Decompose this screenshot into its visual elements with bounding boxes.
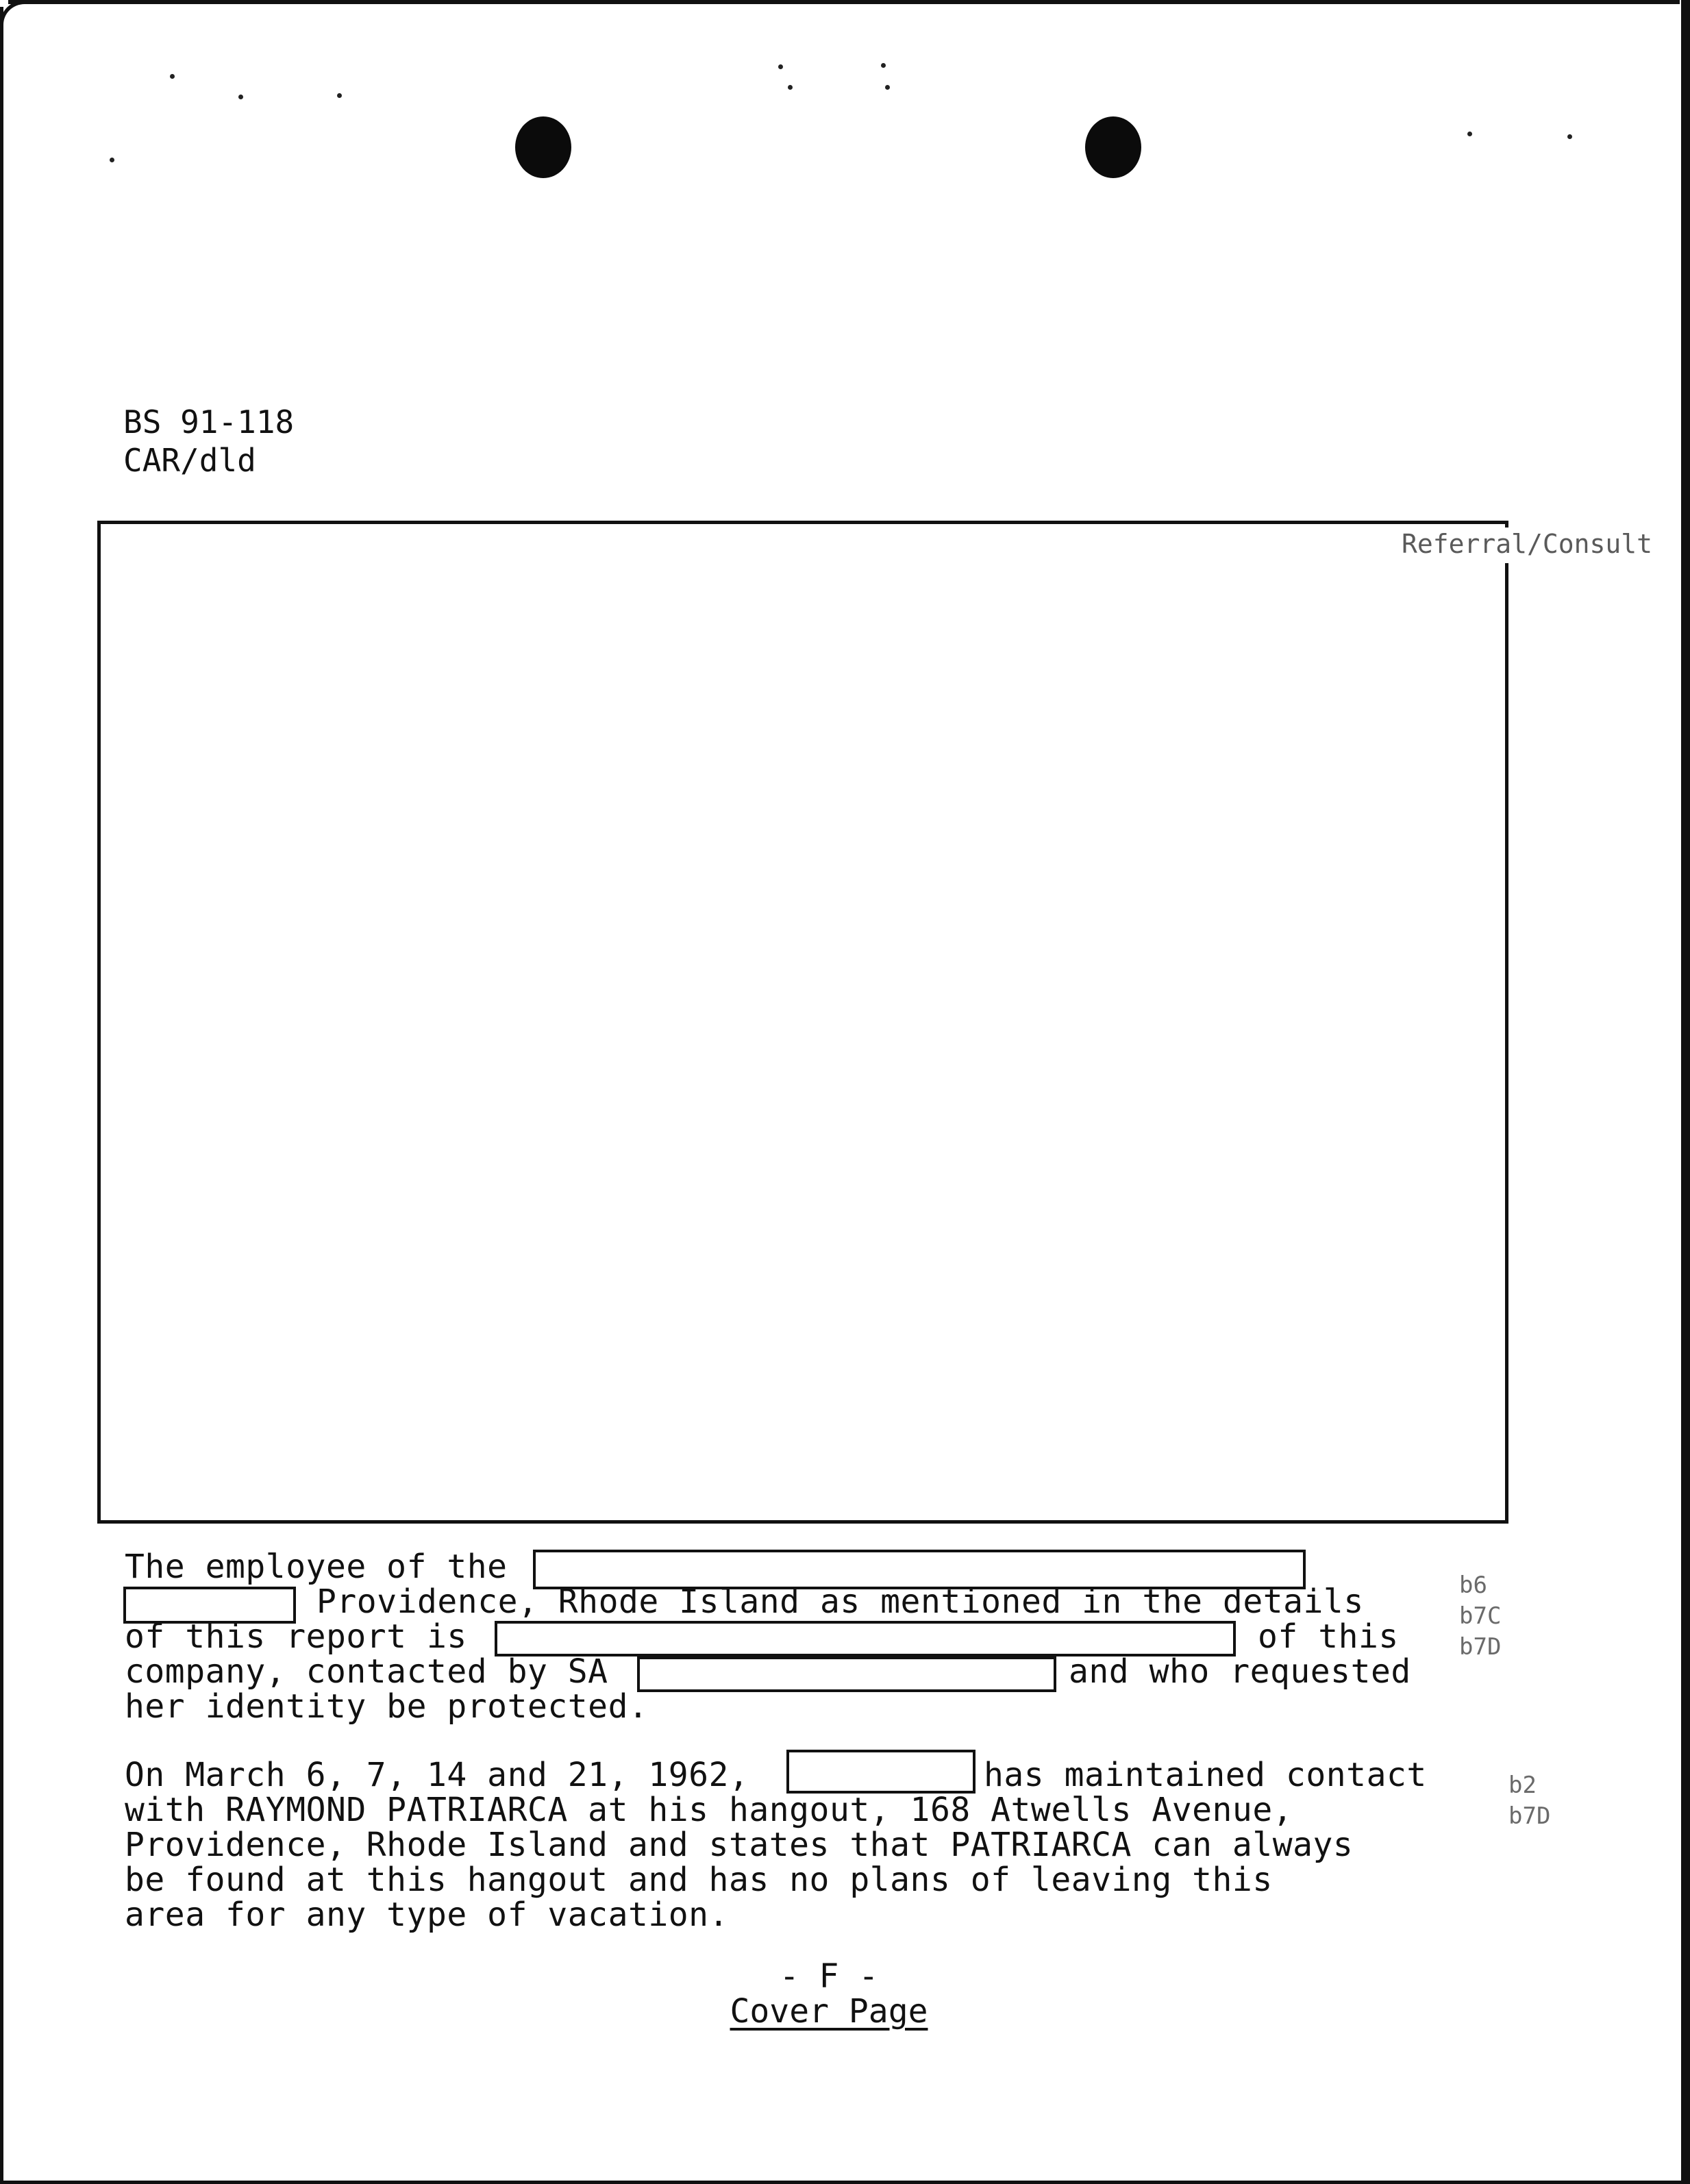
- punch-hole-right: [1085, 116, 1141, 178]
- paragraph-employee-line3: of this report is: [125, 1617, 467, 1656]
- scan-speck: [778, 64, 783, 69]
- page-letter: - F -: [779, 1957, 879, 1996]
- paragraph-contact-line5: area for any type of vacation.: [125, 1896, 729, 1934]
- redaction-block: [97, 521, 1508, 1524]
- file-reference: [123, 403, 294, 480]
- paragraph-employee-line4-end: and who requested: [1069, 1652, 1411, 1691]
- paragraph-employee-line4: company, contacted by SA: [125, 1652, 608, 1691]
- page-border-top: [8, 0, 1680, 4]
- paragraph-contact-line1-end: has maintained contact: [984, 1756, 1427, 1794]
- cover-page-label: Cover Page: [730, 1992, 928, 2031]
- scan-speck: [1467, 132, 1472, 136]
- page-border-bottom: [0, 2181, 1690, 2184]
- page-corner: [0, 0, 27, 27]
- paragraph-contact-line2: with RAYMOND PATRIARCA at his hangout, 168 Atwells Avenue,: [125, 1791, 1293, 1829]
- paragraph-employee-line1: The employee of the: [125, 1548, 508, 1586]
- redaction-source-name: [786, 1750, 976, 1794]
- paragraph-contact-line4: be found at this hangout and has no plans of leaving this: [125, 1861, 1273, 1899]
- redaction-agent-name: [637, 1656, 1056, 1692]
- scan-speck: [1567, 134, 1572, 139]
- scan-speck: [881, 63, 886, 68]
- scan-speck: [885, 85, 890, 90]
- file-number: BS 91-118: [123, 404, 295, 440]
- scan-speck: [110, 158, 114, 162]
- exemption-codes-paragraph1: b6 b7C b7D: [1459, 1572, 1502, 1661]
- referral-consult-stamp: Referral/Consult: [1392, 528, 1661, 563]
- typist-initials: CAR/dld: [123, 442, 256, 479]
- page-border-left: [0, 7, 3, 2184]
- paragraph-employee-line2: Providence, Rhode Island as mentioned in the details: [316, 1583, 1364, 1621]
- scan-speck: [788, 85, 793, 90]
- punch-hole-left: [515, 116, 571, 178]
- scan-speck: [337, 93, 342, 98]
- page-border-right: [1681, 0, 1690, 2184]
- paragraph-employee-line3-end: of this: [1258, 1617, 1399, 1656]
- redaction-employee-name: [495, 1621, 1236, 1656]
- scan-speck: [170, 74, 175, 79]
- paragraph-contact-line3: Providence, Rhode Island and states that PATRIARCA can always: [125, 1826, 1354, 1864]
- paragraph-contact-line1: On March 6, 7, 14 and 21, 1962,: [125, 1756, 749, 1794]
- paragraph-employee-line5: her identity be protected.: [125, 1687, 649, 1726]
- exemption-codes-paragraph2: b2 b7D: [1508, 1772, 1551, 1830]
- scan-speck: [238, 95, 243, 99]
